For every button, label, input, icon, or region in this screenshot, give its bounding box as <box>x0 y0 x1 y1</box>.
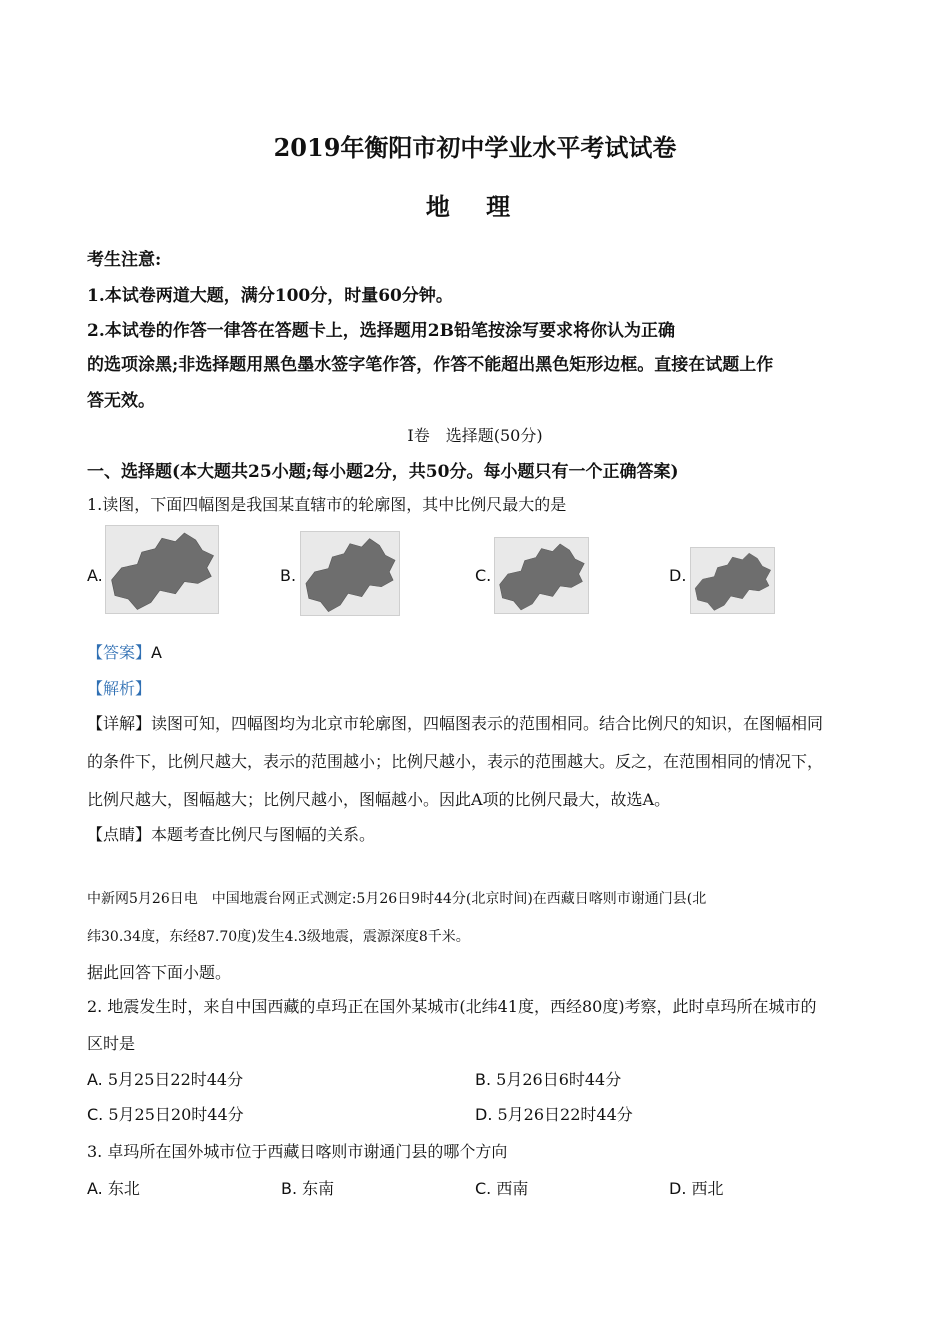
question-2-stem: 2. 地震发生时，来自中国西藏的卓玛正在国外某城市(北纬41度，西经80度)考察，此时卓玛所在城市的 <box>87 997 817 1016</box>
q3-option-c <box>475 1176 528 1199</box>
part-title: I卷 选择题(50分) <box>407 426 543 445</box>
q2-option-d-text: 5月26日22时44分 <box>497 1105 633 1124</box>
q2-option-d-letter: D. <box>475 1105 493 1124</box>
q3-option-a-letter: A. <box>87 1179 103 1198</box>
question-3-stem: 3. 卓玛所在国外城市位于西藏日喀则市谢通门县的哪个方向 <box>87 1142 508 1161</box>
q3-option-c-text: 西南 <box>496 1179 529 1198</box>
map-outline-b <box>300 531 400 616</box>
answer-tag: 【答案】 <box>87 643 152 662</box>
q3-option-a <box>87 1176 140 1199</box>
q1-answer-line <box>87 640 162 663</box>
question-1-stem: 1.读图，下面四幅图是我国某直辖市的轮廓图，其中比例尺最大的是 <box>87 495 567 514</box>
q1-option-a-label: A. <box>87 566 103 585</box>
q2-option-c-text: 5月25日20时44分 <box>108 1105 244 1124</box>
q2-option-a-text: 5月25日22时44分 <box>107 1070 244 1089</box>
q3-option-d-text: 西北 <box>691 1179 724 1198</box>
q2-option-c <box>87 1102 244 1125</box>
q3-option-a-text: 东北 <box>107 1179 140 1198</box>
q3-option-b-letter: B. <box>281 1179 298 1198</box>
notice-item-2-end: 答无效。 <box>87 391 155 411</box>
q3-option-d <box>669 1176 724 1199</box>
passage-line-1: 中新网5月26日电 中国地震台网正式测定:5月26日9时44分(北京时间)在西藏日喀则市谢通门县(北 <box>87 891 707 907</box>
q1-option-d-label: D. <box>669 566 687 585</box>
q1-option-c-label: C. <box>475 566 492 585</box>
q2-option-b <box>475 1067 621 1090</box>
map-outline-a <box>105 525 219 614</box>
answer-value: A <box>151 643 162 662</box>
q2-option-b-letter: B. <box>475 1070 492 1089</box>
q2-option-c-letter: C. <box>87 1105 104 1124</box>
notice-heading: 考生注意: <box>87 250 162 270</box>
q1-comment: 【点睛】本题考查比例尺与图幅的关系。 <box>87 825 376 844</box>
section-heading: 一、选择题(本大题共25小题;每小题2分，共50分。每小题只有一个正确答案) <box>87 462 679 482</box>
subject-title: 地 理 <box>425 192 525 221</box>
passage-line-3: 据此回答下面小题。 <box>87 963 232 982</box>
q3-option-d-letter: D. <box>669 1179 687 1198</box>
q3-option-b <box>281 1176 334 1199</box>
notice-item-1: 1.本试卷两道大题，满分100分，时量60分钟。 <box>87 286 453 306</box>
q3-option-c-letter: C. <box>475 1179 492 1198</box>
q3-option-b-text: 东南 <box>302 1179 335 1198</box>
exam-title: 2019年衡阳市初中学业水平考试试卷 <box>273 133 677 162</box>
map-outline-c <box>494 537 589 614</box>
q2-option-b-text: 5月26日6时44分 <box>496 1070 622 1089</box>
q1-option-b-label: B. <box>280 566 297 585</box>
passage-line-2: 纬30.34度，东经87.70度)发生4.3级地震，震源深度8千米。 <box>87 929 470 945</box>
q1-detail-line-1: 【详解】读图可知，四幅图均为北京市轮廓图，四幅图表示的范围相同。结合比例尺的知识，在图幅相同 <box>87 714 824 733</box>
q1-detail-line-2: 的条件下，比例尺越大，表示的范围越小；比例尺越小，表示的范围越大。反之，在范围相同的情况下， <box>87 752 824 771</box>
q2-option-a <box>87 1067 243 1090</box>
notice-item-2: 2.本试卷的作答一律答在答题卡上，选择题用2B铅笔按涂写要求将你认为正确 <box>87 321 675 341</box>
q1-detail-line-3: 比例尺越大，图幅越大；比例尺越小，图幅越小。因此A项的比例尺最大，故选A。 <box>87 790 671 809</box>
analysis-tag: 【解析】 <box>87 679 152 698</box>
notice-item-2-cont: 的选项涂黑;非选择题用黑色墨水签字笔作答，作答不能超出黑色矩形边框。直接在试题上作 <box>87 355 774 375</box>
q2-option-d <box>475 1102 633 1125</box>
question-2-stem-cont: 区时是 <box>87 1034 136 1053</box>
map-outline-d <box>690 547 775 614</box>
q2-option-a-letter: A. <box>87 1070 103 1089</box>
